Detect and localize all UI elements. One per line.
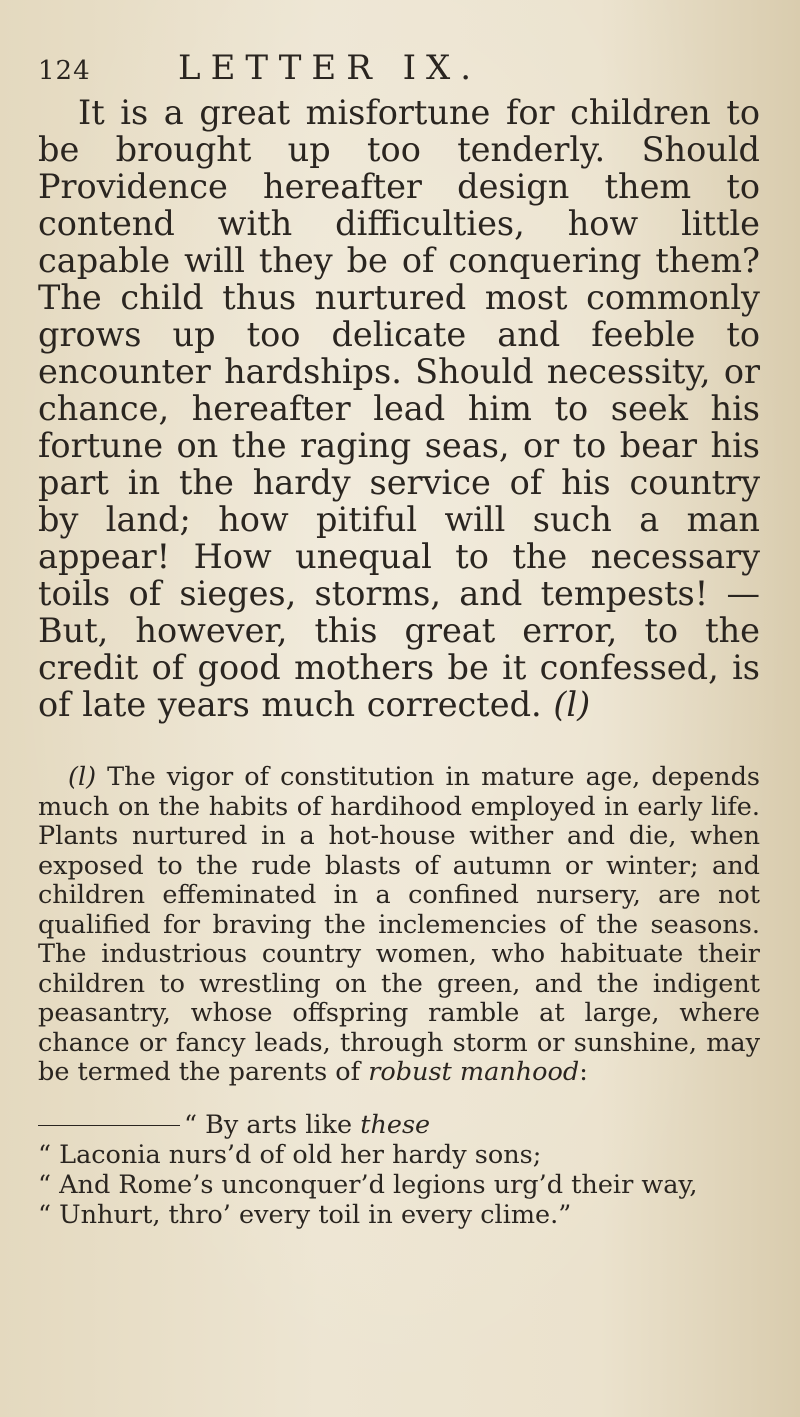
footnote-reference: (l)	[553, 685, 591, 724]
footnote-text: The vigor of constitution in mature age, depends much on the habits of hardihood employed in early life. Plants nurtured in a hot-house wither and die, when exposed to the rude blasts of autumn or winter; and children effeminated in a confined nursery, are not qualified for braving the inclemencies of the seasons. The industrious country women, who habituate their children to wrestling on the green, and the indigent peasantry, whose offspring ramble at large, where chance or fancy leads, through storm or sunshine, may be termed the parents of	[38, 762, 761, 1087]
footnote-italic-phrase: robust manhood	[368, 1057, 580, 1087]
verse-line-4: “ Unhurt, thro’ every toil in every clime.”	[38, 1199, 572, 1230]
verse-line-1	[38, 1110, 760, 1140]
page-number: 124	[38, 56, 91, 86]
verse-line-2: “ Laconia nurs’d of old her hardy sons;	[38, 1139, 542, 1170]
main-text	[38, 94, 760, 723]
footnote-punctuation: :	[579, 1057, 588, 1087]
verse-line-3: “ And Rome’s unconquer’d legions urg’d their way,	[38, 1169, 698, 1200]
footnote	[38, 763, 760, 1230]
verse-quotation	[38, 1110, 760, 1230]
footnote-marker: (l)	[68, 762, 97, 792]
verse-line-1-text: “ By arts like	[184, 1109, 353, 1140]
body-paragraph	[38, 94, 760, 723]
running-head	[38, 48, 760, 88]
chapter-title: LETTER IX.	[178, 48, 482, 88]
body-paragraph-text: It is a great misfortune for children to be brought up too tenderly. Should Providence hereafter design them to contend with difficulties, how little capable will they be of conquering them? The child thus nurtured most commonly grows up too delicate and feeble to encounter hardships. Should necessity, or chance, hereafter lead him to seek his fortune on the raging seas, or to bear his part in the hardy service of his country by land; how pitiful will such a man appear! How unequal to the necessary toils of sieges, storms, and tempests! —But, however, this great error, to the credit of good mothers be it confessed, is of late years much corrected.	[38, 93, 760, 724]
lead-dash	[38, 1125, 180, 1126]
footnote-paragraph	[38, 763, 760, 1088]
verse-line-1-italic: these	[360, 1109, 431, 1140]
